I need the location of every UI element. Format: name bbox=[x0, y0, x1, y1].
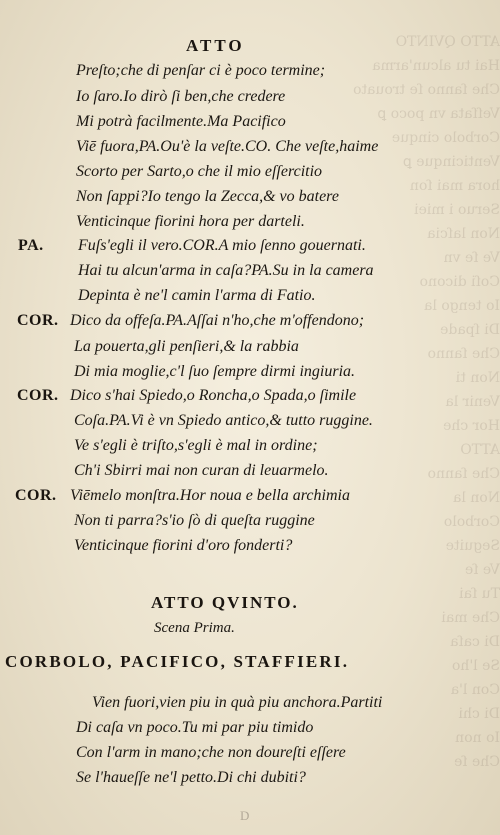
cast-list: CORBOLO, PACIFICO, STAFFIERI. bbox=[5, 652, 350, 671]
verse-line: Io ſaro.Io dirò ſi ben,che credere bbox=[76, 88, 286, 105]
verse-line: Coſa.PA.Vi è vn Spiedo antico,& tutto ruggine. bbox=[74, 412, 373, 429]
speaker-label: COR. bbox=[17, 387, 59, 404]
speaker-label: PA. bbox=[18, 237, 44, 254]
verse-line: Non ſappi?Io tengo la Zecca,& vo batere bbox=[76, 188, 339, 205]
running-header: ATTO bbox=[186, 36, 245, 55]
verse-line: Venticinque fiorini d'oro fonderti? bbox=[74, 537, 293, 554]
verse-line: Fuſs'egli il vero.COR.A mio ſenno gouernati. bbox=[78, 237, 366, 254]
verse-line: Dico s'hai Spiedo,o Roncha,o Spada,o ſimile bbox=[70, 387, 357, 404]
verse-line: Con l'arm in mano;che non doureſti eſſere bbox=[76, 744, 346, 761]
verse-line: Non ti parra?s'io ſò di queſta ruggine bbox=[74, 512, 315, 529]
verse-line: Dico da offeſa.PA.Aſſai n'ho,che m'offendono; bbox=[70, 312, 365, 329]
act-heading: ATTO QVINTO. bbox=[151, 593, 299, 612]
verse-line: Preſto;che di penſar ci è poco termine; bbox=[76, 62, 326, 79]
show-through-text: ATTO QVINTO Hai tu alcun'arma Che ſanno ſe trouato Veſſata vn poco ꝑ Corbolo cinque Venticinque ꝑ hora mai ſon Seruo i miei Non laſcia Ve ſe vn Coſi dicono Io tengo la Di ſpade Che ſanno Non ti Venir la Hor che ATTO Che ſanno Non la Corbolo Seguite Ve ſe Tu ſai Che mai Di caſa Se l'ho Con l'a Di chi Io non Che ſe bbox=[353, 34, 500, 770]
verse-line: Hai tu alcun'arma in caſa?PA.Su in la camera bbox=[78, 262, 374, 279]
verse-line: Depinta è ne'l camin l'arma di Fatio. bbox=[78, 287, 316, 304]
verse-line: Vien fuori,vien piu in quà piu anchora.Partiti bbox=[92, 694, 383, 711]
verse-line: Scorto per Sarto,o che il mio eſſercitio bbox=[76, 163, 323, 180]
verse-line: Viē fuora,PA.Ou'è la veſte.CO. Che veſte,haime bbox=[76, 138, 379, 155]
signature-mark: D bbox=[240, 808, 250, 823]
verse-line: Se l'haueſſe ne'l petto.Di chi dubiti? bbox=[76, 769, 306, 786]
verse-line: Di mia moglie,c'l ſuo ſempre dirmi ingiuria. bbox=[74, 363, 356, 380]
verse-line: Mi potrà facilmente.Ma Pacifico bbox=[76, 113, 286, 130]
scene-heading: Scena Prima. bbox=[154, 620, 235, 636]
speaker-label: COR. bbox=[17, 312, 59, 329]
verse-line: Ch'i Sbirri mai non curan di leuarmelo. bbox=[74, 462, 329, 479]
verse-line: La pouerta,gli penſieri,& la rabbia bbox=[74, 338, 299, 355]
verse-line: Ve s'egli è triſto,s'egli è mal in ordine; bbox=[74, 437, 318, 454]
speaker-label: COR. bbox=[15, 487, 57, 504]
verse-line: Viēmelo monſtra.Hor noua e bella archimia bbox=[70, 487, 350, 504]
verse-line: Venticinque fiorini hora per darteli. bbox=[76, 213, 305, 230]
verse-line: Di caſa vn poco.Tu mi par piu timido bbox=[76, 719, 314, 736]
